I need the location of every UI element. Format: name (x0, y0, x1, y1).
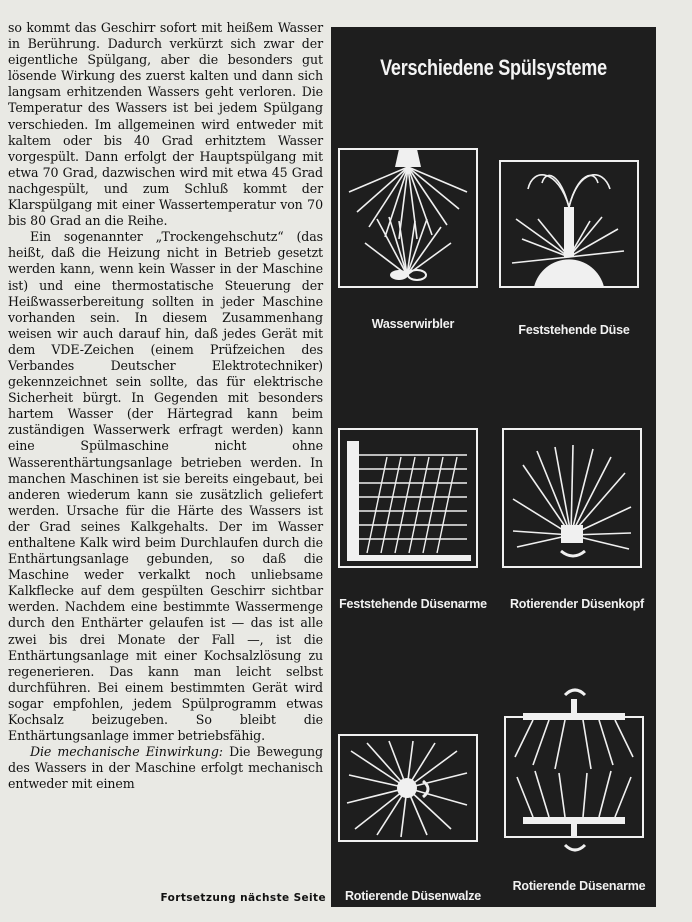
paragraph-3-text: Die Bewegung des Wassers in der Maschine erfolgt mechanisch entweder mit einem (8, 744, 323, 792)
paragraph-1: so kommt das Geschirr sofort mit heißem Wasser in Berührung. Dadurch verkürzt sich zwar der eigentliche Spülgang, aber die besonders gut lösende Wirkung des zuerst kalten und dann sich langsam erhitzenden Wassers geht verloren. Die Temperatur des Wassers ist bei jedem Spülgang verschieden. Im allgemeinen wird entweder mit kaltem oder bis 40 Grad erhitztem Wasser vorgespült. Dann erfolgt der Hauptspülgang mit etwa 70 Grad, dazwischen wird mit etwa 45 Grad nachgespült, und zum Schluß kommt der Klarspülgang mit einer Wassertemperatur von 70 bis 80 Grad an die Reihe. (8, 20, 323, 229)
wasserwirbler-diagram (337, 147, 479, 289)
system-rotierende-duesenarme (503, 687, 655, 893)
system-feststehende-duese (498, 159, 650, 337)
subheading-mechanische-einwirkung: Die mechanische Einwirkung: (30, 744, 223, 760)
label-rotierender-duesenkopf: Rotierender Düsenkopf (509, 597, 644, 611)
label-feststehende-duesenarme: Feststehende Düsenarme (339, 597, 487, 611)
system-wasserwirbler (337, 147, 489, 331)
panel-title: Verschiedene Spülsysteme (380, 55, 607, 80)
label-feststehende-duese: Feststehende Düse (518, 323, 630, 337)
feststehende-duesenarme-diagram (337, 427, 479, 569)
label-wasserwirbler: Wasserwirbler (371, 317, 455, 331)
illustration-panel (331, 27, 656, 907)
rotierende-duesenwalze-diagram (337, 733, 479, 843)
label-rotierende-duesenarme: Rotierende Düsenarme (512, 879, 646, 893)
rotierender-duesenkopf-diagram (501, 427, 643, 569)
paragraph-2: Ein sogenannter „Trockengehschutz“ (das heißt, daß die Heizung nicht in Betrieb gesetzt werden kann, wenn kein Wasser in der Maschine ist) und eine thermostatische Steuerung der Heißwasserbereitung sollten in jeder Maschine vorhanden sein. In diesem Zusammenhang weisen wir auch darauf hin, daß jedes Gerät mit dem VDE-Zeichen (einem Prüfzeichen des Verbandes Deutscher Elektrotechniker) gekennzeichnet sein sollte, das für elektrische Sicherheit bürgt. In Gegenden mit besonders hartem Wasser (der Härtegrad kann beim zuständigen Wasserwerk erfragt werden) kann eine Spülmaschine nicht ohne Wasserenthärtungsanlage betrieben werden. In manchen Maschinen ist sie bereits eingebaut, bei anderen wiederum kann sie zusätzlich geliefert werden. Ursache für die Härte des Wassers ist der Grad seines Kalkgehalts. Der im Wasser enthaltene Kalk wird beim Durchlaufen durch die Enthärtungsanlage gebunden, so daß die Maschine weder verkalkt noch unliebsame Kalkflecke auf dem gespülten Geschirr sichtbar werden. Nachdem eine bestimmte Wassermenge durch den Enthärter gelaufen ist — das ist alle zwei bis drei Monate der Fall —, ist die Enthärtungsanlage mit einer Kochsalzlösung zu regenerieren. Das kann man leicht selbst durchführen. Bei einem bestimmten Gerät wird sogar empfohlen, jedem Spülprogramm etwas Kochsalz beizugeben. So bleibt die Enthärtungsanlage immer betriebsfähig. (8, 229, 323, 744)
system-feststehende-duesenarme (337, 427, 489, 611)
label-rotierende-duesenwalze: Rotierende Düsenwalze (344, 889, 482, 903)
article-text (8, 20, 323, 793)
paragraph-3 (8, 744, 323, 792)
system-rotierender-duesenkopf (501, 427, 653, 611)
system-rotierende-duesenwalze (337, 733, 489, 903)
continued-note: Fortsetzung nächste Seite (160, 892, 326, 904)
feststehende-duese-diagram (498, 159, 640, 289)
rotierende-duesenarme-diagram (503, 687, 645, 857)
